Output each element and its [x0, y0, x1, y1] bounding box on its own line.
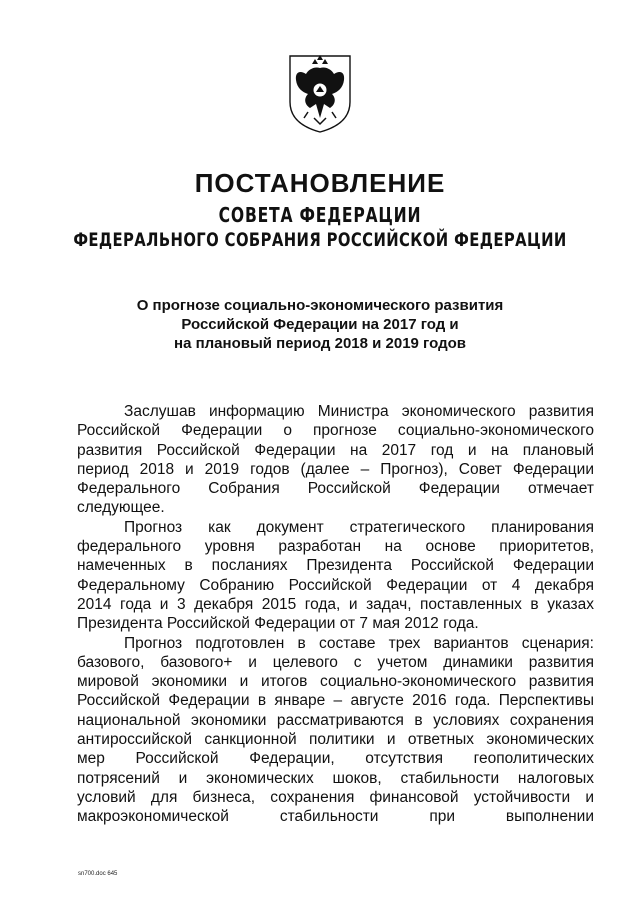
document-body [77, 402, 594, 827]
text-line: намеченных в посланиях Президента Российской Федерации [77, 557, 594, 575]
document-subtitle-body: ФЕДЕРАЛЬНОГО СОБРАНИЯ РОССИЙСКОЙ ФЕДЕРАЦИИ [73, 229, 567, 251]
text-line: развития Российской Федерации на 2017 год и на плановый [77, 441, 594, 459]
text-line: Российской Федерации о прогнозе социально-экономического [77, 422, 594, 440]
document-heading [0, 296, 640, 353]
russian-coat-of-arms-icon [286, 52, 354, 134]
heading-line: Российской Федерации на 2017 год и [181, 316, 459, 333]
text-line: федерального уровня разработан на основе приоритетов, [77, 538, 594, 556]
text-line: следующее. [77, 499, 165, 517]
heading-line: на плановый период 2018 и 2019 годов [174, 335, 466, 352]
heading-line: О прогнозе социально-экономического развития [136, 297, 504, 314]
text-line: мировой экономики и итогов социально-экономического развития [77, 673, 594, 691]
document-title: ПОСТАНОВЛЕНИЕ [194, 168, 446, 198]
text-line: антироссийской санкционной политики и ответных экономических [77, 731, 594, 749]
document-subtitle-issuer: СОВЕТА ФЕДЕРАЦИИ [218, 203, 422, 227]
text-line: базового, базового+ и целевого с учетом динамики развития [77, 653, 594, 671]
text-line: Заслушав информацию Министра экономического развития [124, 403, 594, 420]
text-line: период 2018 и 2019 годов (далее – Прогноз), Совет Федерации [77, 460, 594, 478]
paragraph [77, 402, 594, 518]
text-line: макроэкономической стабильности при выполнении [77, 808, 594, 826]
text-line: Прогноз как документ стратегического планирования [124, 518, 594, 536]
text-line: Президента Российской Федерации от 7 мая 2012 года. [77, 615, 479, 633]
text-line: Федеральному Собранию Российской Федерации от 4 декабря [77, 576, 594, 594]
text-line: Федерального Собрания Российской Федерации отмечает [77, 480, 594, 498]
paragraph [77, 634, 594, 827]
file-label: sn700.doc 645 [78, 871, 118, 877]
text-line: Российской Федерации в январе – августе 2016 года. Перспективы [77, 692, 594, 710]
paragraph [77, 518, 594, 634]
text-line: Прогноз подготовлен в составе трех вариантов сценария: [124, 634, 594, 652]
text-line: условий для бизнеса, сохранения финансовой устойчивости и [77, 788, 594, 806]
text-line: потрясений и экономических шоков, стабильности налоговых [77, 769, 594, 787]
text-line: 2014 года и 3 декабря 2015 года, и задач, поставленных в указах [77, 595, 594, 613]
text-line: национальной экономики рассматриваются в условиях сохранения [77, 711, 594, 729]
text-line: мер Российской Федерации, отсутствия геополитических [77, 750, 594, 768]
